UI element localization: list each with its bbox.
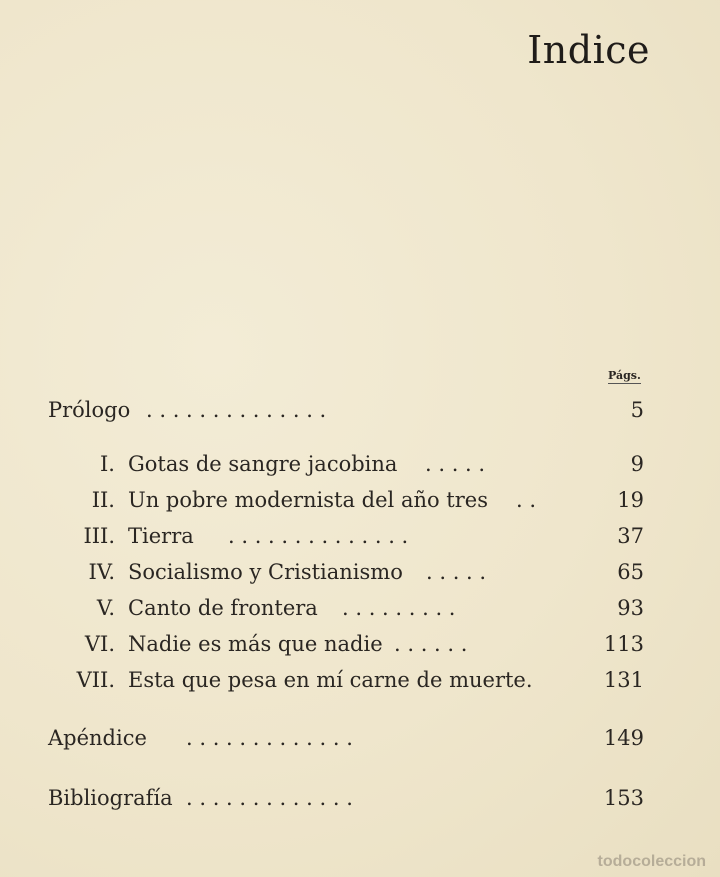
- toc-entry-label: Bibliografía: [48, 786, 173, 810]
- toc-entry-number: VI.: [84, 632, 115, 656]
- page-title: Indice: [527, 28, 650, 72]
- toc-entry-chapter-3[interactable]: [0, 524, 720, 558]
- toc-entry-chapter-6[interactable]: [0, 632, 720, 666]
- toc-entry-page: 19: [617, 488, 644, 512]
- toc-entry-number: III.: [83, 524, 115, 548]
- toc-leader-dots: . . . . .: [426, 560, 487, 584]
- toc-entry-page: 9: [630, 452, 644, 476]
- toc-entry-label: Apéndice: [48, 726, 147, 750]
- toc-entry-label: Un pobre modernista del año tres: [128, 488, 488, 512]
- toc-entry-page: 149: [603, 726, 644, 750]
- toc-entry-label: Socialismo y Cristianismo: [128, 560, 403, 584]
- toc-entry-apendice[interactable]: [0, 726, 720, 760]
- toc-entry-page: 113: [603, 632, 644, 656]
- toc-leader-dots: . .: [516, 488, 537, 512]
- toc-entry-chapter-2[interactable]: [0, 488, 720, 522]
- toc-entry-chapter-7[interactable]: [0, 668, 720, 702]
- toc-entry-page: 153: [603, 786, 644, 810]
- watermark-logo: todocoleccion: [597, 853, 706, 870]
- toc-entry-chapter-1[interactable]: [0, 452, 720, 486]
- toc-entry-label: Canto de frontera: [128, 596, 318, 620]
- toc-leader-dots: . . . . . . . . . . . . .: [186, 786, 353, 810]
- toc-entry-label: Gotas de sangre jacobina: [128, 452, 398, 476]
- toc-entry-number: VII.: [76, 668, 115, 692]
- toc-entry-number: IV.: [88, 560, 115, 584]
- toc-leader-dots: . . . . . .: [394, 632, 468, 656]
- toc-leader-dots: . . . . . . . . . . . . .: [186, 726, 353, 750]
- toc-entry-label: Prólogo: [48, 398, 131, 422]
- toc-entry-number: V.: [96, 596, 115, 620]
- toc-entry-label: Esta que pesa en mí carne de muerte.: [128, 668, 533, 692]
- toc-leader-dots: . . . . . . . . .: [342, 596, 456, 620]
- toc-entry-page: 37: [617, 524, 644, 548]
- toc-entry-number: II.: [91, 488, 115, 512]
- toc-entry-page: 5: [630, 398, 644, 422]
- toc-entry-label: Nadie es más que nadie: [128, 632, 383, 656]
- toc-leader-dots: . . . . .: [425, 452, 486, 476]
- pages-column-header: Págs.: [608, 369, 641, 382]
- toc-entry-label: Tierra: [128, 524, 194, 548]
- toc-entry-number: I.: [100, 452, 115, 476]
- toc-entry-chapter-4[interactable]: [0, 560, 720, 594]
- toc-entry-page: 65: [617, 560, 644, 584]
- toc-entry-prologo[interactable]: [0, 398, 720, 432]
- toc-entry-page: 93: [617, 596, 644, 620]
- toc-leader-dots: . . . . . . . . . . . . . .: [228, 524, 409, 548]
- toc-leader-dots: . . . . . . . . . . . . . .: [146, 398, 327, 422]
- toc-entry-bibliografia[interactable]: [0, 786, 720, 820]
- toc-entry-page: 131: [603, 668, 644, 692]
- toc-entry-chapter-5[interactable]: [0, 596, 720, 630]
